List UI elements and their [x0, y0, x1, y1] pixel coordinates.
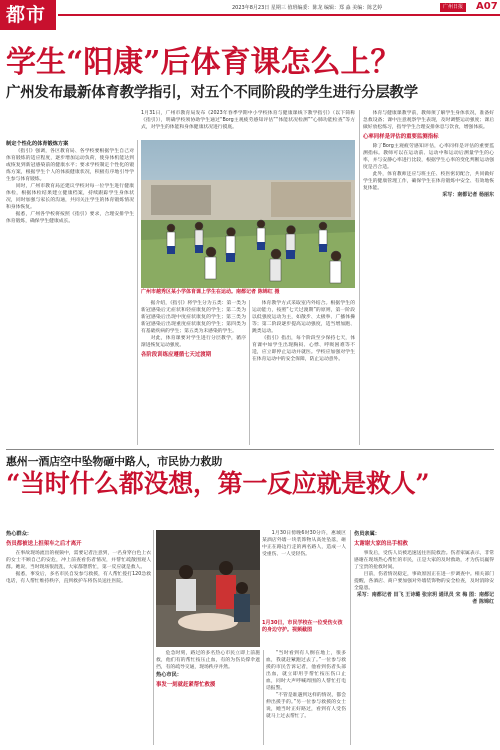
story1-col4-subtitle: 心率同样是评估的重要监测指标 — [363, 134, 439, 140]
story1-credit: 采写：南都记者 杨丽东 — [442, 192, 494, 198]
page-number: A07 — [476, 1, 498, 12]
story2-col2-subtitle: 事发一刻就赶紧帮忙救援 — [156, 682, 216, 688]
story1-photo-caption: 广州市越秀区某小学体育课上学生在运动。南都记者 陈锦红 摄 — [141, 289, 280, 295]
story-divider — [6, 449, 494, 450]
paragraph: 事发后，受伤人员被迅速送往医院救治。伤者家属表示，非常感谢在现场热心帮忙的市民，正是大家的及时救助，才为伤员赢得了宝贵的抢救时间。 — [354, 551, 494, 570]
story2-col1-head: 热心群众： — [6, 531, 32, 537]
story2-column-1 — [6, 530, 151, 745]
story2-column-2-top — [262, 530, 346, 618]
paragraph: 危急时刻，路过的多名热心市民立即上前施救，他们有的帮忙按压止血，有的为伤员撑伞遮挡，有的疏导交通，现场秩序井然。 — [156, 651, 260, 670]
story2-photo-caption: 1月30日，市民学校在一位受伤女孩的身边守护。视频截图 — [262, 620, 343, 633]
column-divider — [137, 140, 138, 445]
paragraph: 在事故现场流出的视频中，需要记者注意到，一名身穿白色上衣的女士不顾自己的安危，冲上前查看伤者情况，并帮忙疏散围观人群。她说，当时现场很混乱，大家都想帮忙，第一反应就是救人。 — [6, 551, 151, 570]
story1-col2-subtitle: 各阶段训练应遵循七天过渡期 — [141, 352, 212, 358]
column-divider — [153, 530, 154, 745]
sports-class-photo — [141, 140, 355, 288]
rescue-scene-photo — [156, 530, 260, 647]
paragraph: 《指引》强调，各区教育局、各学校要根据学生自己对体育锻炼的适应程度，逐步增加运动负荷，使身体机能达到或恢复到新冠感染前的健康水平；要求学校制定个性化的锻炼方案，根据学生个人的体质健康状况，积极有序地引导学生参与体育锻炼。 — [6, 149, 134, 182]
story2-col2-head: 热心市民： — [156, 672, 182, 678]
story1-subhead: 广州发布最新体育教学指引，对五个不同阶段的学生进行分层教学 — [6, 85, 418, 101]
story2-col4-head: 伤员亲属： — [354, 531, 380, 537]
intro-paragraph: 1月31日，广州市教育局发布《2023年春季学期中小学校体育与健康课线下教学指引》（以下简称《指引》），明确学校须协助学生通过“Borg主观疲劳感知评估”“体能状况检测”“心肺功能检查”等方式，对学生的体能和身体健康状况进行摸底。 — [141, 111, 355, 130]
paragraph: 除了Borg主观疲劳感知评估，心率同样是评估的重要监测指标。教师可以在运动前、运动中和运动后测量学生的心率，并与安静心率进行比较，根据学生心率的变化判断运动强度是否合适。 — [363, 144, 494, 170]
column-divider — [350, 530, 351, 745]
story2-column-4 — [354, 530, 494, 745]
paragraph: 据介绍，《指引》将学生分为五类：第一类为新冠感染后无症状和轻症康复的学生；第二类为新冠感染后出现中度症状康复的学生；第三类为新冠感染后出现重度症状康复的学生；第四类为有基础疾病的学生；第五类为未感染的学生。 — [141, 301, 246, 334]
column-divider — [249, 300, 250, 445]
story2-headline: “当时什么都没想，第一反应就是救人” — [6, 469, 430, 498]
column-divider — [359, 110, 360, 445]
story1-photo — [141, 140, 355, 288]
newspaper-badge: 广州日报 — [440, 3, 466, 12]
paragraph: 同时，广州市教育局还建议学校对每一位学生进行健康体检，根据体检结果建立健康档案，持续跟踪学生身体状况，同时加强与家长的沟通，共同关注学生的体育锻炼情况和身体恢复。 — [6, 184, 134, 210]
paragraph: 体育教学方式采取室内外结合。根据学生的运动能力，按照“七天过渡期”的原则，第一阶段以低强度运动为主，如散步、太极拳、广播体操等；第二阶段逐步提高运动强度，适当增加跑、跳类运动。 — [252, 301, 355, 334]
paragraph: “不管是谁遇到这样的情况，都会伸出援手的。”另一位参与救援的女士说，她当时正好路过，看到有人受伤就马上过去帮忙了。 — [266, 693, 346, 719]
masthead-rule — [58, 14, 500, 16]
paragraph: 《指引》指出，每个阶段至少保持七天，体育课中如学生出现胸闷、心悸、呼吸困难等不适，应立即停止运动并就医。学校应加强对学生在体育运动中的安全保障，防止运动意外。 — [252, 336, 355, 362]
story1-headline: 学生“阳康”后体育课怎么上？ — [6, 45, 401, 80]
column-divider — [263, 650, 264, 745]
story2-col4-subtitle: 太谢谢大家的出手相救 — [354, 541, 408, 547]
story2-col1-subtitle: 伤员都被送上担架车之后才离开 — [6, 541, 82, 547]
story1-intro — [141, 110, 355, 140]
story2-photo — [156, 530, 260, 647]
paragraph: 1月30日傍晚6时30分许，惠城区某酒店外墙一块装饰物从高处坠落，砸中正在路边行走的两名路人，造成一人受重伤、一人受轻伤。 — [262, 531, 346, 557]
story2-column-3 — [266, 650, 346, 745]
story1-col1-title: 制定个性化的体育锻炼方案 — [6, 141, 69, 147]
story2-kicker: 惠州一酒店空中坠物砸中路人，市民协力救助 — [6, 455, 222, 468]
masthead-meta: 2023年8月23日 星期三 值班编委：陈龙 编辑：郑 淼 美编：陈艺婷 — [232, 5, 383, 11]
story1-column-4 — [363, 110, 494, 445]
story2-credit: 采写：南都记者 田飞 王诗璐 张宗玥 通讯员 宋 梅 图：南都记者 陈锦红 — [356, 592, 494, 605]
story1-column-3 — [252, 300, 355, 445]
paragraph: “当时看到有人倒在地上，很多血，我就赶紧跑过去了。”一位参与救援的市民告诉记者，他看到伤者头部出血，就立即用手帮忙按压伤口止血，同时大声呼喊周围的人帮忙打电话报警。 — [266, 651, 346, 691]
story1-column-2 — [141, 300, 246, 445]
section-tag: 都市 — [0, 0, 56, 30]
paragraph: 此外，体育教师还应与班主任、校医密切配合，共同做好学生的健康管理工作，确保学生在体育锻炼中安全、有效地恢复体能。 — [363, 172, 494, 191]
paragraph: 目前，伤者情况稳定，事故原因正在进一步调查中。相关部门提醒，各酒店、商户要加强对外墙装饰物的安全检查，及时消除安全隐患。 — [354, 572, 494, 591]
paragraph: 体育与健康课教学前，教师须了解学生身体状况，准备好急救设备；课中注意观察学生表现，及时调整运动强度；课后做好放松练习，指导学生合理安排休息与饮食，增强体质。 — [363, 111, 494, 130]
paragraph: 对此，体育课要对学生进行分层教学，循序渐进恢复运动强度。 — [141, 336, 246, 348]
paragraph: 据悉，广州各学校将按照《指引》要求，合理安排学生体育锻炼，确保学生健康成长。 — [6, 212, 134, 224]
masthead — [0, 0, 500, 30]
story1-column-1 — [6, 140, 134, 445]
paragraph: 据悉，事发后，多名市民自发参与救援，有人帮忙拨打120急救电话，有人帮忙维持秩序，直到救护车将伤员送往医院。 — [6, 572, 151, 584]
story2-column-2 — [156, 650, 260, 745]
